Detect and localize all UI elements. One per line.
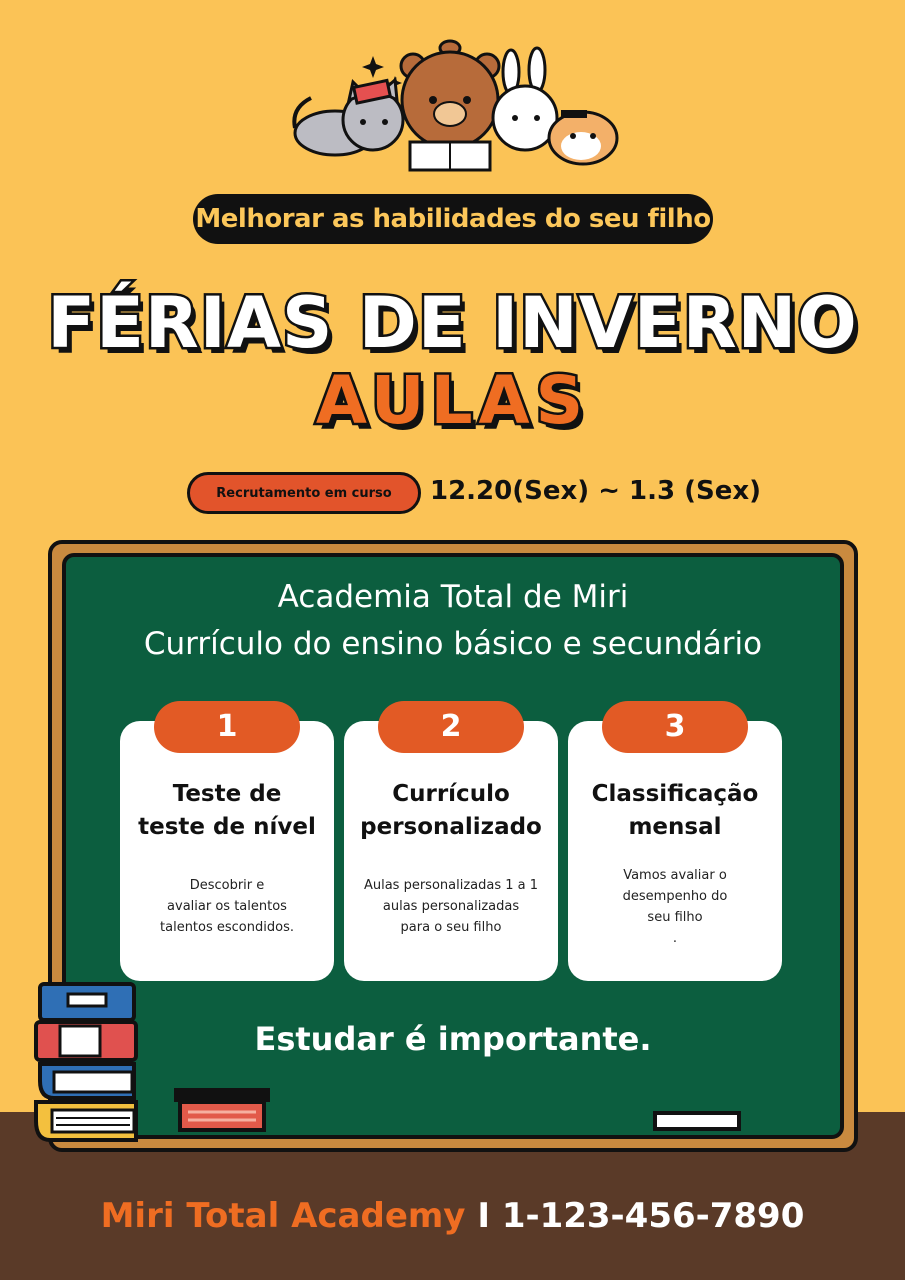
feature-card-1 (120, 721, 334, 981)
feature-card-1-title: Teste de teste de nível (138, 781, 316, 840)
main-title: FÉRIAS DE INVERNO (47, 282, 858, 364)
tagline-text: Melhorar as habilidades do seu filho (195, 204, 711, 234)
slogan: Estudar é importante. (254, 1020, 652, 1058)
rabbit-mascot (493, 48, 557, 150)
bear-mascot (401, 41, 499, 170)
chalk-icon (653, 1111, 741, 1131)
eraser-icon (172, 1086, 272, 1134)
tagline-pill (193, 194, 713, 244)
recruitment-dates: 12.20(Sex) ~ 1.3 (Sex) (430, 476, 762, 506)
book-stack-icon (30, 980, 145, 1165)
feature-card-2-description: Aulas personalizadas 1 a 1 aulas personalizadas para o seu filho (363, 878, 539, 935)
feature-card-3-description: Vamos avaliar o desempenho do seu filho . (622, 868, 728, 946)
feature-card-2-title: Currículo personalizado (360, 781, 542, 840)
footer-contact (0, 1196, 905, 1236)
feature-card-2 (344, 721, 558, 981)
footer-brand: Miri Total Academy (100, 1196, 466, 1236)
curriculum-title: Currículo do ensino básico e secundário (143, 626, 763, 662)
cat-mascot (294, 80, 403, 155)
academy-name: Academia Total de Miri (277, 579, 629, 615)
recruitment-badge (187, 472, 421, 514)
feature-card-1-number: 1 (154, 701, 300, 753)
main-subtitle: AULAS (315, 362, 590, 439)
feature-card-3-title: Classificação mensal (591, 781, 759, 840)
feature-card-1-description: Descobrir e avaliar os talentos talentos escondidos. (160, 878, 294, 935)
recruitment-badge-text: Recrutamento em curso (216, 485, 392, 501)
feature-card-2-number: 2 (378, 701, 524, 753)
mascots-illustration (285, 38, 625, 178)
footer-separator: I (477, 1196, 490, 1236)
feature-card-3-number: 3 (602, 701, 748, 753)
footer-phone: 1-123-456-7890 (501, 1196, 805, 1236)
hamster-mascot (549, 110, 617, 164)
